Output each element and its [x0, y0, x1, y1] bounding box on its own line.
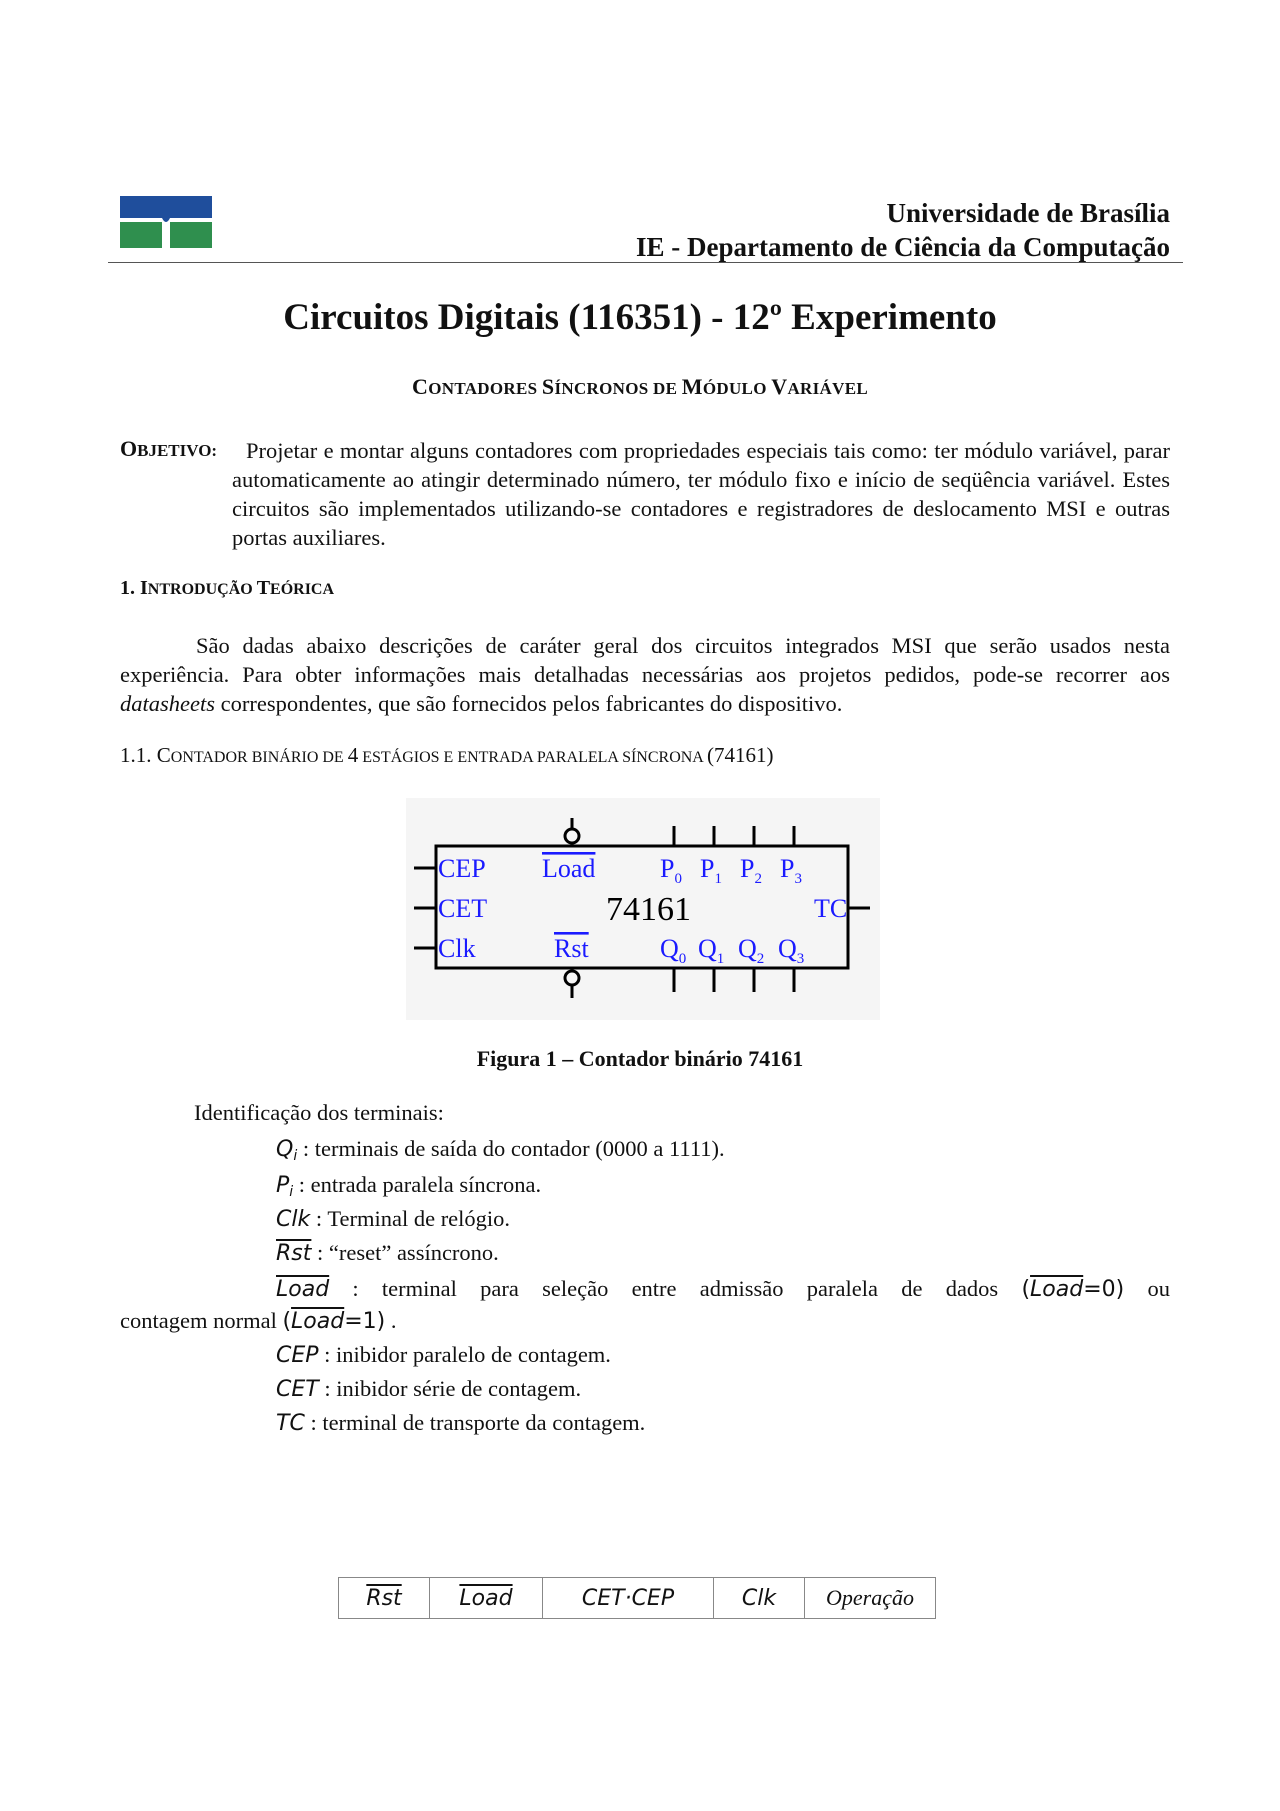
symbol-load: Load — [1030, 1277, 1084, 1302]
symbol-tc: TC — [276, 1411, 305, 1436]
logo-green-left — [120, 222, 162, 248]
section-heading-1 — [120, 577, 334, 600]
pin-label-q3: $Q_3$ — [778, 934, 805, 967]
objective-text — [232, 436, 1170, 552]
table-header-cet-cep: CET·CEP — [543, 1578, 714, 1619]
symbol-load: Load — [291, 1309, 345, 1334]
terminal-cep — [276, 1342, 611, 1368]
subsection-number: 1.1. — [120, 743, 157, 767]
page-title: Circuitos Digitais (116351) - 12º Experimento — [283, 297, 997, 338]
terminal-desc: : Terminal de relógio. — [310, 1206, 511, 1231]
logo-arch — [162, 218, 170, 222]
subsection-rest: ONTADOR BINÁRIO DE — [170, 749, 348, 766]
subsection-cap: C — [156, 743, 171, 767]
symbol-load: Load — [276, 1277, 330, 1302]
objective-body: Projetar e montar alguns contadores com propriedades especiais tais como: ter módulo variável, parar automaticamente ao atingir determinado número, ter módulo fixo e início de seqüência variável. Estes circuitos são implementados utilizando-se contadores e registradores de deslocamento MSI e outras portas auxiliares. — [232, 438, 1170, 550]
terminal-rst — [276, 1240, 499, 1266]
terminal-desc: : terminal para seleção entre admissão paralela de dados — [329, 1276, 1022, 1301]
intro-text: São dadas abaixo descrições de caráter geral dos circuitos integrados MSI que serão usados nesta experiência. Para obter informações mais detalhadas necessárias aos projetos pedidos, pode-se recorrer aos — [120, 633, 1170, 687]
header-institution — [636, 196, 1170, 264]
header-label: $\overline{Rst}$ — [366, 1585, 402, 1611]
pin-label-p1: $P_1$ — [700, 854, 722, 887]
symbol-cep: CEP — [276, 1343, 319, 1368]
table-header-clk: Clk — [714, 1578, 805, 1619]
subtitle-rest: ARIÁVEL — [787, 379, 868, 398]
terminal-desc: : entrada paralela síncrona. — [293, 1172, 542, 1197]
paren: ) — [1115, 1277, 1125, 1302]
pin-label-q1: $Q_1$ — [698, 934, 725, 967]
terminal-load-line2 — [120, 1308, 397, 1334]
pin-label-rst: Rst — [554, 934, 589, 963]
table-header-operacao: Operação — [805, 1578, 936, 1619]
subtitle-cap: C — [412, 374, 429, 399]
symbol-sub: i — [293, 1148, 298, 1164]
department-name: IE - Departamento de Ciência da Computação — [636, 232, 1170, 262]
terminal-desc: . — [385, 1308, 397, 1333]
table-header-load — [430, 1578, 543, 1619]
paren: ) — [376, 1309, 386, 1334]
subsection-rest2: ESTÁGIOS E ENTRADA PARALELA SÍNCRONA — [358, 749, 707, 766]
pin-label-clk: Clk — [438, 934, 476, 963]
terminal-clk — [276, 1206, 510, 1232]
terminal-pi — [276, 1172, 541, 1200]
terminal-desc: ou — [1124, 1276, 1170, 1301]
figure-caption: Figura 1 – Contador binário 74161 — [476, 1046, 804, 1071]
intro-paragraph — [120, 631, 1170, 718]
figure-74161-diagram — [406, 798, 880, 1020]
symbol-rst: $\overline{Rst}$ — [276, 1241, 312, 1266]
chip-name: 74161 — [606, 891, 691, 928]
subtitle-cap: S — [541, 374, 555, 399]
subtitle-rest: ONTADORES — [428, 379, 542, 398]
symbol-p: P — [276, 1173, 290, 1198]
header-divider — [108, 262, 1183, 263]
terminals-heading: Identificação dos terminais: — [194, 1100, 444, 1125]
pin-label-q0: $Q_0$ — [660, 934, 687, 967]
terminal-desc: : inibidor paralelo de contagem. — [318, 1342, 611, 1367]
terminal-desc: : terminais de saída do contador (0000 a 1111). — [297, 1136, 725, 1161]
terminal-desc: contagem normal — [120, 1308, 283, 1333]
subtitle-cap: V — [771, 374, 788, 399]
terminal-desc: : “reset” assíncrono. — [311, 1240, 499, 1265]
terminal-load-line1 — [276, 1274, 1170, 1304]
pin-label-tc: TC — [814, 894, 848, 923]
subtitle-cap: M — [681, 374, 703, 399]
university-name: Universidade de Brasília — [886, 198, 1170, 228]
terminal-desc: : inibidor série de contagem. — [318, 1376, 582, 1401]
section-cap: T — [256, 577, 271, 599]
intro-text-end: correspondentes, que são fornecidos pelos fabricantes do dispositivo. — [215, 691, 843, 716]
pin-label-p3: $P_3$ — [780, 854, 802, 887]
header-label: Load — [459, 1585, 513, 1611]
symbol-cet: CET — [276, 1377, 319, 1402]
logo-blue-band — [120, 196, 212, 218]
pin-label-q2: $Q_2$ — [738, 934, 765, 967]
paren: ( — [1021, 1277, 1031, 1302]
terminal-cet — [276, 1376, 581, 1402]
subsection-heading-1-1 — [120, 743, 773, 768]
unb-logo — [120, 196, 212, 248]
section-rest: NTRODUÇÃO — [147, 581, 257, 598]
pin-label-p0: $P_0$ — [660, 854, 682, 887]
pin-label-cep: CEP — [438, 854, 486, 883]
terminal-desc: : terminal de transporte da contagem. — [304, 1410, 646, 1435]
section-rest: EÓRICA — [270, 581, 335, 598]
symbol-sub: i — [289, 1184, 294, 1200]
symbol-clk: Clk — [276, 1207, 311, 1232]
equals-value: =1 — [344, 1309, 377, 1334]
pin-label-load: Load — [542, 854, 596, 883]
intro-italic: datasheets — [120, 691, 215, 716]
table-header-rst — [339, 1578, 430, 1619]
pin-label-p2: $P_2$ — [740, 854, 762, 887]
section-number: 1. — [120, 577, 140, 599]
terminal-qi — [276, 1136, 725, 1164]
paren: ( — [282, 1309, 292, 1334]
table-header-row — [339, 1578, 936, 1619]
terminal-tc — [276, 1410, 645, 1436]
operation-table — [338, 1577, 936, 1619]
pin-label-cet: CET — [438, 894, 488, 923]
symbol-q: Q — [276, 1137, 294, 1162]
subtitle-rest: ÍNCRONOS DE — [554, 379, 682, 398]
objective-label-rest: BJETIVO: — [137, 441, 218, 460]
section-cap: I — [140, 577, 148, 599]
equals-value: =0 — [1083, 1277, 1116, 1302]
objective-label — [120, 436, 217, 462]
page-subtitle — [0, 374, 1280, 400]
subsection-four: 4 — [347, 743, 359, 767]
subsection-chip: (74161) — [706, 743, 774, 767]
logo-green-right — [170, 222, 212, 248]
objective-label-cap: O — [120, 436, 138, 461]
subtitle-rest: ÓDULO — [702, 379, 772, 398]
